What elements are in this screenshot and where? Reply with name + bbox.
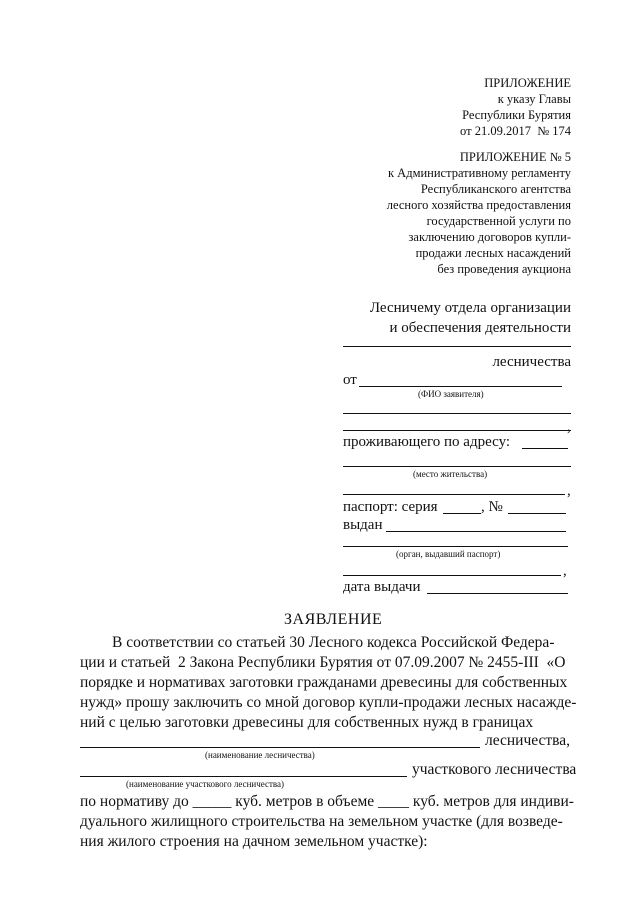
appendix5-line: Республиканского агентства bbox=[420, 182, 571, 196]
appendix-title: ПРИЛОЖЕНИЕ bbox=[484, 76, 571, 90]
comma: , bbox=[567, 419, 571, 435]
passport-series-label: паспорт: серия bbox=[343, 499, 438, 515]
appendix5-line: продажи лесных насаждений bbox=[415, 246, 571, 260]
statement-line: порядке и нормативах заготовки гражданами древесины для собственных bbox=[80, 674, 568, 691]
issued-by-blank[interactable] bbox=[386, 531, 566, 532]
appendix5-title: ПРИЛОЖЕНИЕ № 5 bbox=[459, 150, 571, 164]
appendix5-line: без проведения аукциона bbox=[437, 262, 571, 276]
applicant-name-blank-3[interactable] bbox=[343, 430, 571, 431]
comma: , bbox=[567, 483, 571, 499]
lesnichestva-comma: лесничества, bbox=[485, 732, 571, 749]
statement-line: ний с целью заготовки древесины для собственных нужд в границах bbox=[80, 714, 534, 731]
addressee-line-2: и обеспечения деятельности bbox=[389, 320, 571, 336]
residing-label: проживающего по адресу: bbox=[343, 434, 511, 450]
address-blank[interactable] bbox=[522, 448, 568, 449]
applicant-name-blank-2[interactable] bbox=[343, 413, 571, 414]
passport-number-blank[interactable] bbox=[508, 513, 566, 514]
passport-number-label: , № bbox=[481, 499, 503, 515]
address-blank-3[interactable] bbox=[343, 494, 565, 495]
appendix-decree-line: к указу Главы bbox=[497, 92, 571, 106]
forestry-blank[interactable] bbox=[80, 747, 480, 748]
appendix-date-line: от 21.09.2017 № 174 bbox=[460, 124, 571, 138]
statement-line: В соответствии со статьей 30 Лесного кодекса Российской Федера- bbox=[112, 634, 555, 651]
statement-line: нужд» прошу заключить со мной договор купли-продажи лесных насажде- bbox=[80, 694, 577, 711]
issued-by-blank-2[interactable] bbox=[343, 546, 568, 547]
passport-series-blank[interactable] bbox=[443, 513, 481, 514]
district-forestry-hint: (наименование участкового лесничества) bbox=[126, 779, 285, 789]
fio-hint: (ФИО заявителя) bbox=[418, 389, 484, 399]
applicant-name-blank[interactable] bbox=[359, 386, 562, 387]
statement-line: дуального жилищного строительства на земельном участке (для возведе- bbox=[80, 813, 563, 830]
statement-title: ЗАЯВЛЕНИЕ bbox=[284, 611, 383, 628]
comma: , bbox=[563, 563, 567, 579]
appendix5-line: к Административному регламенту bbox=[387, 166, 571, 180]
appendix-republic-line: Республики Бурятия bbox=[462, 108, 571, 122]
issue-date-blank[interactable] bbox=[427, 593, 568, 594]
appendix5-line: лесного хозяйства предоставления bbox=[386, 198, 571, 212]
forestry-name-blank[interactable] bbox=[343, 346, 571, 347]
issuer-hint: (орган, выдавший паспорт) bbox=[396, 549, 501, 559]
statement-line: ния жилого строения на дачном земельном участке): bbox=[80, 833, 428, 850]
appendix5-line: заключению договоров купли- bbox=[408, 230, 571, 244]
forestry-hint: (наименование лесничества) bbox=[205, 750, 315, 760]
appendix5-line: государственной услуги по bbox=[426, 214, 571, 228]
issued-label: выдан bbox=[343, 517, 383, 533]
statement-line: ции и статьей 2 Закона Республики Бурятия от 07.09.2007 № 2455-III «О bbox=[80, 654, 566, 671]
addressee-line-1: Лесничему отдела организации bbox=[369, 300, 571, 316]
residence-hint: (место жительства) bbox=[413, 469, 488, 479]
statement-line: по нормативу до _____ куб. метров в объеме ____ куб. метров для индиви- bbox=[80, 793, 574, 810]
address-blank-2[interactable] bbox=[343, 466, 571, 467]
lesnichestva-label: лесничества bbox=[492, 354, 571, 370]
district-forestry-label: участкового лесничества bbox=[412, 761, 577, 778]
issued-by-blank-3[interactable] bbox=[343, 575, 561, 576]
from-label: от bbox=[343, 372, 357, 388]
district-forestry-blank[interactable] bbox=[80, 776, 407, 777]
issue-date-label: дата выдачи bbox=[343, 579, 421, 595]
